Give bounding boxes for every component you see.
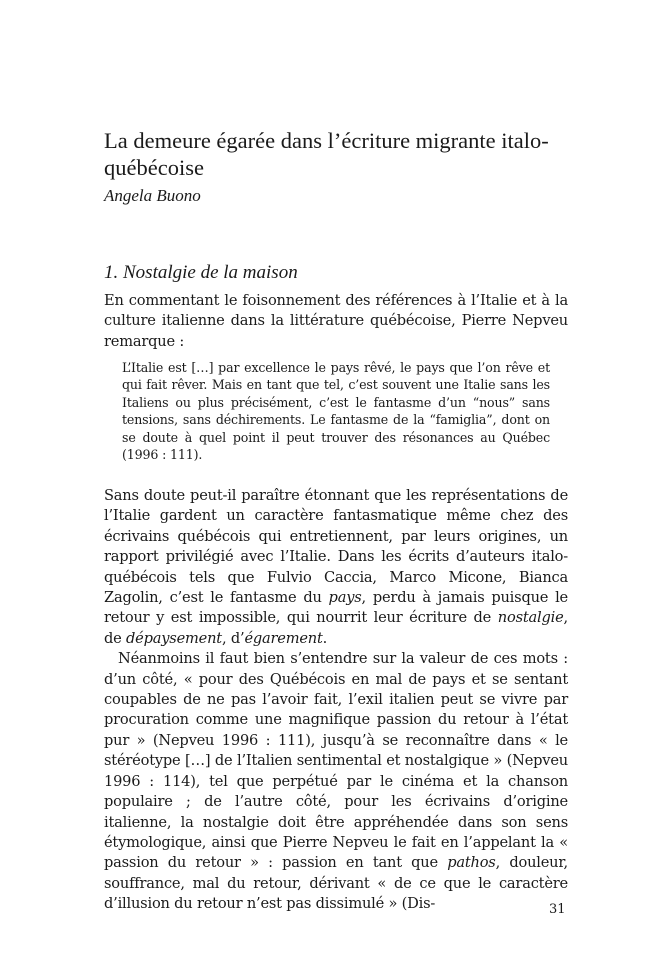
article-title: La demeure égarée dans l’écriture migrante italo-québécoise	[104, 128, 549, 180]
paragraph-1-text-e: .	[322, 629, 328, 647]
section-heading: 1. Nostalgie de la maison	[104, 262, 298, 283]
author-name: Angela Buono	[104, 186, 201, 205]
emphasis-egarement: égarement	[244, 629, 323, 647]
paragraph-2	[104, 649, 568, 914]
intro-paragraph: En commentant le foisonnement des références à l’Italie et à la culture italienne dans la littérature québécoise, Pierre Nepveu remarque :	[104, 292, 568, 350]
paragraph-2-text-a: Néanmoins il faut bien s’entendre sur la valeur de ces mots : d’un côté, « pour des Québécois en mal de pays et se sentant coupables de ne pas l’avoir fait, l’exil italien peut se vivre par procuration comme une magnifique passion du retour à l’état pur » (Nepveu 1996 : 111), jusqu’à se reconnaître dans « le stéréotype […] de l’Italien sentimental et nostalgique » (Nepveu 1996 : 114), tel que perpétué par le cinéma et la chanson populaire ; de l’autre côté, pour les écrivains d’origine italienne, la nostalgie doit être appréhendée dans son sens étymologique, ainsi que Pierre Nepveu le fait en l’appelant la « passion du retour » : passion en tant que	[104, 650, 568, 872]
emphasis-nostalgie: nostalgie	[497, 609, 564, 627]
emphasis-pays: pays	[328, 589, 362, 607]
paragraph-1-text-b: , perdu à jamais puisque le retour y est impossible, qui nourrit leur écriture de	[104, 589, 568, 627]
page-number: 31	[549, 902, 566, 917]
emphasis-pathos: pathos	[447, 854, 496, 872]
paragraph-1-text-a: Sans doute peut-il paraître étonnant que les représentations de l’Italie gardent un caractère fantasmatique même chez des écrivains québécois qui entretiennent, par leurs origines, un rapport privilégié avec l’Italie. Dans les écrits d’auteurs italo-québécois tels que Fulvio Caccia, Marco Micone, Bianca Zagolin, c’est le fantasme du	[104, 487, 568, 607]
paragraph-1-text-d: , d’	[221, 629, 245, 647]
paragraph-2-text-b: , douleur, souffrance, mal du retour, dérivant « de ce que le caractère d’illusion du retour n’est pas dissimulé » (Dis-	[104, 854, 568, 913]
emphasis-depaysement: dépaysement	[126, 629, 222, 647]
body-text	[104, 486, 568, 915]
paragraph-1-text-c: , de	[104, 609, 568, 647]
block-quote: L’Italie est […] par excellence le pays rêvé, le pays que l’on rêve et qui fait rêver. Mais en tant que tel, c’est souvent une Italie sans les Italiens ou plus précisément, c’est le fantasme d’un “nous” sans tensions, sans déchirements. Le fantasme de la “famiglia”, dont on se doute à quel point il peut trouver des résonances au Québec (1996 : 111).	[122, 360, 550, 463]
paragraph-1	[104, 486, 568, 649]
